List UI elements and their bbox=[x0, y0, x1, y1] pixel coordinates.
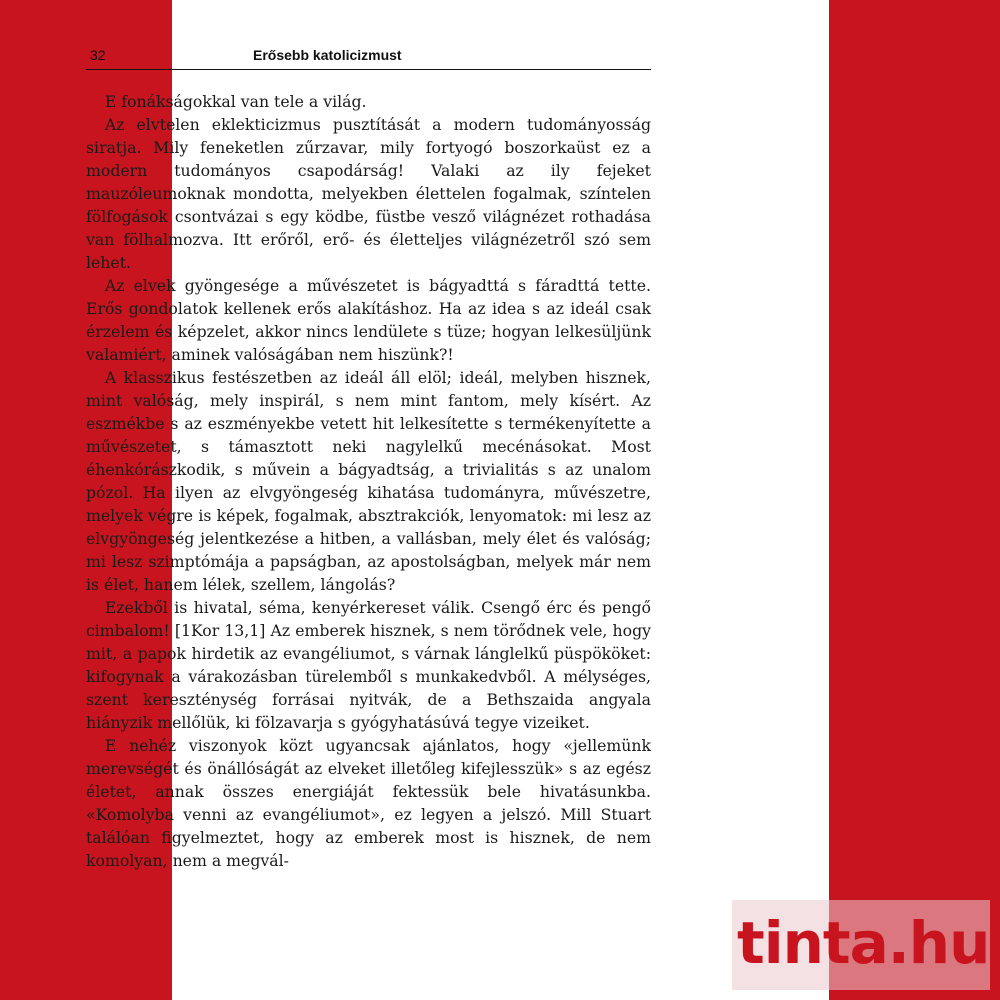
watermark-logo: tinta.hu bbox=[737, 909, 990, 977]
paragraph: A klasszikus festészetben az ideál áll elöl; ideál, melyben hisznek, mint valóság, mely inspirál, s nem mint fantom, mely kísért. Az eszmékbe s az eszményekbe vetett hit lelkesítette s termékenyítette a művészetet, s támasztott neki nagylelkű mecénásokat. Most éhenkórászkodik, s művein a bágyadtság, a trivialitás s az unalom pózol. Ha ilyen az elvgyöngeség kihatása tudományra, művészetre, melyek végre is képek, fogalmak, absztrakciók, lenyomatok: mi lesz az elvgyöngeség jelentkezése a hitben, a vallásban, mely élet és valóság; mi lesz szimptómája a papságban, az apostolságban, melyek már nem is élet, hanem lélek, szellem, lángolás? bbox=[86, 368, 651, 594]
body-text bbox=[86, 90, 651, 872]
paragraph: Az elvtelen eklekticizmus pusztítását a modern tudományosság siratja. Mily feneketlen zűrzavar, mily fortyogó boszorkaüst ez a modern tudományos csapodárság! Valaki az ily fejeket mauzóleumoknak mondotta, melyekben élettelen fogalmak, színtelen fölfogások csontvázai s egy ködbe, füstbe vesző világnézet rothadása van fölhalmozva. Itt erőről, erő- és életteljes világnézetről szó sem lehet. bbox=[86, 115, 651, 272]
paragraph: E fonákságokkal van tele a világ. bbox=[104, 92, 367, 111]
header-rule bbox=[86, 69, 651, 70]
paragraph: Ezekből is hivatal, séma, kenyérkereset válik. Csengő érc és pengő cimbalom! [1Kor 13,1] Az emberek hisznek, s nem törődnek vele, hogy mit, a papok hirdetik az evangéliumot, s várnak lánglelkű püspököket: kifogynak a várakozásban türelemből s munkakedvből. A mélységes, szent kereszténység forrásai nyitvák, de a Bethszaida angyala hiányzik mellőlük, ki fölzavarja s gyógyhatásúvá tegye vizeiket. bbox=[86, 598, 651, 732]
paragraph: Az elvek gyöngesége a művészetet is bágyadttá s fáradttá tette. Erős gondolatok kellenek erős alakításhoz. Ha az idea s az ideál csak érzelem és képzelet, akkor nincs lendülete s tüze; hogyan lelkesüljünk valamiért, aminek valóságában nem hiszünk?! bbox=[86, 276, 651, 364]
running-head bbox=[86, 47, 651, 69]
page-number: 32 bbox=[90, 47, 106, 63]
running-title: Erősebb katolicizmust bbox=[253, 47, 402, 63]
paragraph: E nehéz viszonyok közt ugyancsak ajánlatos, hogy «jellemünk merevségét és önállóságát az elveket illetőleg kifejlesszük» s az egész életet, annak összes energiáját fektessük bele hivatásunkba. «Komolyba venni az evangéliumot», ez legyen a jelszó. Mill Stuart találóan figyelmeztet, hogy az emberek most is hisznek, de nem komolyan, nem a megvál- bbox=[86, 736, 651, 870]
